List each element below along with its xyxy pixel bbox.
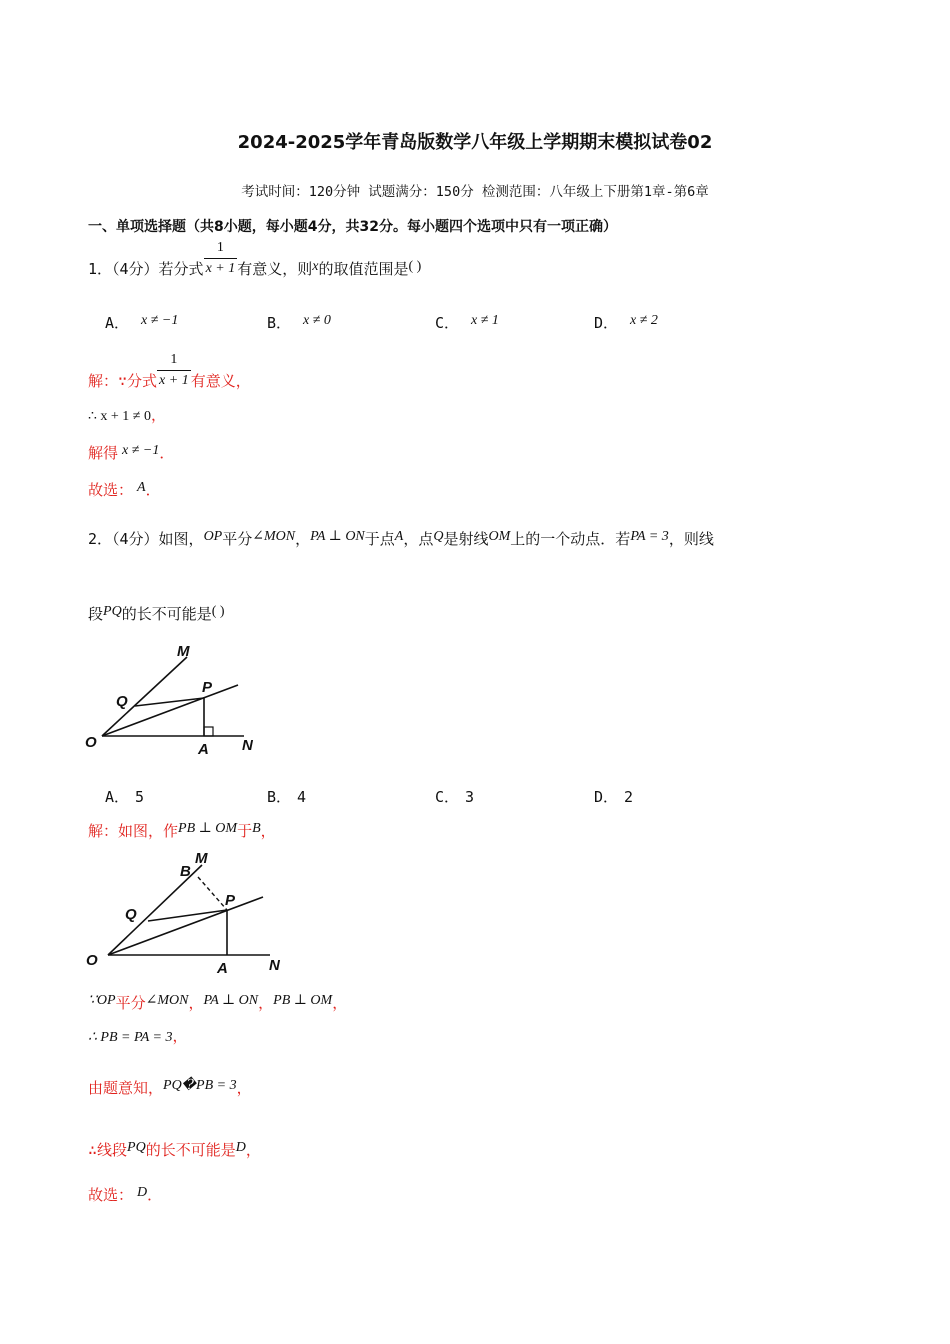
q2-math: PA = 3 <box>630 529 669 544</box>
q2-option-a[interactable] <box>105 786 144 807</box>
label-o: O <box>85 734 97 751</box>
option-value: 3 <box>465 788 475 806</box>
q1-suffix: 的取值范围是 <box>318 260 409 278</box>
q2-text: ，点 <box>403 530 434 548</box>
sol-punct: ， <box>260 822 276 840</box>
sol-math: PQ�PB = 3 <box>163 1078 237 1093</box>
sol-punct: ， <box>188 994 204 1012</box>
sol-punct: ， <box>332 994 348 1012</box>
sol-punct: ， <box>236 1079 252 1097</box>
sol-punct: ． <box>145 481 161 499</box>
sol-frac-den: x + 1 <box>159 373 189 388</box>
q1-option-b[interactable] <box>267 312 331 333</box>
sol-math: ∴ PB = PA = 3 <box>88 1030 173 1045</box>
label-q: Q <box>116 693 128 710</box>
q2-text: 的长不可能是 <box>121 605 212 623</box>
label-n: N <box>242 737 253 754</box>
q2-solution-line4 <box>88 1077 252 1098</box>
q1-frac-num: 1 <box>204 238 238 259</box>
label-a: A <box>217 960 228 977</box>
sol-punct: ， <box>245 1141 261 1159</box>
question-2-line1 <box>88 528 714 549</box>
sol-math: A <box>137 480 146 495</box>
segment-pb-dashed <box>198 877 227 910</box>
sol-text: 的长不可能是 <box>145 1141 236 1159</box>
sol-punct: ， <box>151 406 167 424</box>
option-value: x ≠ 0 <box>303 313 331 328</box>
sol-math: B <box>252 821 261 836</box>
q2-solution-line6 <box>88 1184 162 1205</box>
q1-var: x <box>312 259 319 274</box>
q2-math: ∠MON <box>252 529 296 544</box>
q2-text: ，则线 <box>668 530 714 548</box>
option-label: D． <box>594 788 619 806</box>
sol-text: 有意义， <box>190 372 251 390</box>
option-label: B． <box>267 788 292 806</box>
question-1 <box>88 240 422 279</box>
sol-punct: ， <box>172 1027 188 1045</box>
sol-math: PA ⊥ ON <box>203 993 259 1008</box>
q2-text: 段 <box>88 605 104 623</box>
sol-text: 解：如图，作 <box>88 822 179 840</box>
option-label: C． <box>435 314 460 332</box>
q2-math: PA ⊥ ON <box>310 529 365 544</box>
label-m: M <box>195 850 208 867</box>
q2-text: 上的一个动点．若 <box>510 530 631 548</box>
sol-math: ∵OP <box>88 993 116 1008</box>
sol-math: PB ⊥ OM <box>178 821 238 836</box>
option-label: D． <box>594 314 619 332</box>
label-p: P <box>202 679 213 696</box>
label-q: Q <box>125 906 137 923</box>
q1-option-d[interactable] <box>594 312 658 333</box>
q1-fraction <box>204 238 238 279</box>
q2-solution-line3 <box>88 1025 187 1046</box>
sol-text: 平分 <box>115 994 146 1012</box>
sol-text: 故选： <box>88 481 134 499</box>
sol-text: 故选： <box>88 1186 134 1204</box>
q2-solution-line2 <box>88 992 347 1013</box>
label-n: N <box>269 957 280 974</box>
sol-text: 解得 <box>88 444 119 462</box>
q2-text: 平分 <box>222 530 253 548</box>
q1-solution-line3 <box>88 442 174 463</box>
exam-info: 考试时间：120分钟 试题满分：150分 检测范围：八年级上下册第1章-第6章 <box>241 184 709 200</box>
right-angle-mark <box>204 727 213 736</box>
sol-math: x ≠ −1 <box>122 443 160 458</box>
option-value: x ≠ 2 <box>630 313 658 328</box>
ray-om <box>102 657 187 736</box>
sol-math: ∠MON <box>145 993 189 1008</box>
sol-math: D <box>235 1140 246 1155</box>
sol-math: ∴ x + 1 ≠ 0 <box>88 409 151 424</box>
q2-solution-line5 <box>88 1139 261 1160</box>
section-heading: 一、单项选择题（共8小题，每小题4分，共32分。每小题四个选项中只有一项正确） <box>88 219 617 235</box>
q2-math: Q <box>433 529 444 544</box>
q2-option-d[interactable] <box>594 786 633 807</box>
q2-text: ， <box>295 530 311 548</box>
q1-solution-line1 <box>88 352 251 391</box>
q2-option-c[interactable] <box>435 786 474 807</box>
q1-frac-den: x + 1 <box>205 261 236 276</box>
q1-prefix: 1．（4分）若分式 <box>88 260 204 278</box>
q2-math: PQ <box>103 604 122 619</box>
q2-text: 于点 <box>364 530 395 548</box>
page-title: 2024-2025学年青岛版数学八年级上学期期末模拟试卷02 <box>237 132 713 153</box>
q2-math: OP <box>203 529 223 544</box>
q2-figure-1 <box>80 640 270 760</box>
q1-answer-paren: ( ) <box>408 259 422 274</box>
option-value: 5 <box>135 788 145 806</box>
option-label: C． <box>435 788 460 806</box>
q1-option-a[interactable] <box>105 312 178 333</box>
label-p: P <box>225 892 236 909</box>
q1-solution-line2 <box>88 404 166 425</box>
sol-punct: ． <box>147 1186 163 1204</box>
q2-figure-2 <box>80 845 295 980</box>
q1-mid: 有意义，则 <box>237 260 313 278</box>
sol-math: D <box>137 1185 148 1200</box>
q2-math: A <box>394 529 404 544</box>
sol-punct: ， <box>258 994 274 1012</box>
sol-frac-num: 1 <box>157 350 191 371</box>
q1-option-c[interactable] <box>435 312 499 333</box>
sol-text: ∴线段 <box>88 1141 128 1159</box>
sol-math: PQ <box>127 1140 146 1155</box>
sol-text: 解：∵分式 <box>88 372 158 390</box>
label-m: M <box>177 643 190 660</box>
q1-solution-line4 <box>88 479 161 500</box>
q2-text: 2．（4分）如图， <box>88 530 204 548</box>
sol-text: 于 <box>237 822 253 840</box>
option-label: A． <box>105 314 130 332</box>
q2-option-b[interactable] <box>267 786 306 807</box>
label-o: O <box>86 952 98 969</box>
sol-math: PB ⊥ OM <box>273 993 333 1008</box>
option-value: x ≠ 1 <box>471 313 499 328</box>
q2-answer-paren: ( ) <box>211 604 225 619</box>
q2-text: 是射线 <box>443 530 489 548</box>
option-label: B． <box>267 314 292 332</box>
q2-solution-line1 <box>88 820 276 841</box>
option-label: A． <box>105 788 130 806</box>
question-2-line2 <box>88 603 225 624</box>
option-value: 4 <box>297 788 307 806</box>
label-a: A <box>198 741 209 758</box>
label-b: B <box>180 863 191 880</box>
sol-text: 由题意知， <box>88 1079 164 1097</box>
option-value: 2 <box>624 788 634 806</box>
sol-punct: ． <box>159 444 175 462</box>
sol-fraction <box>157 350 191 391</box>
q2-math: OM <box>488 529 511 544</box>
option-value: x ≠ −1 <box>141 313 179 328</box>
